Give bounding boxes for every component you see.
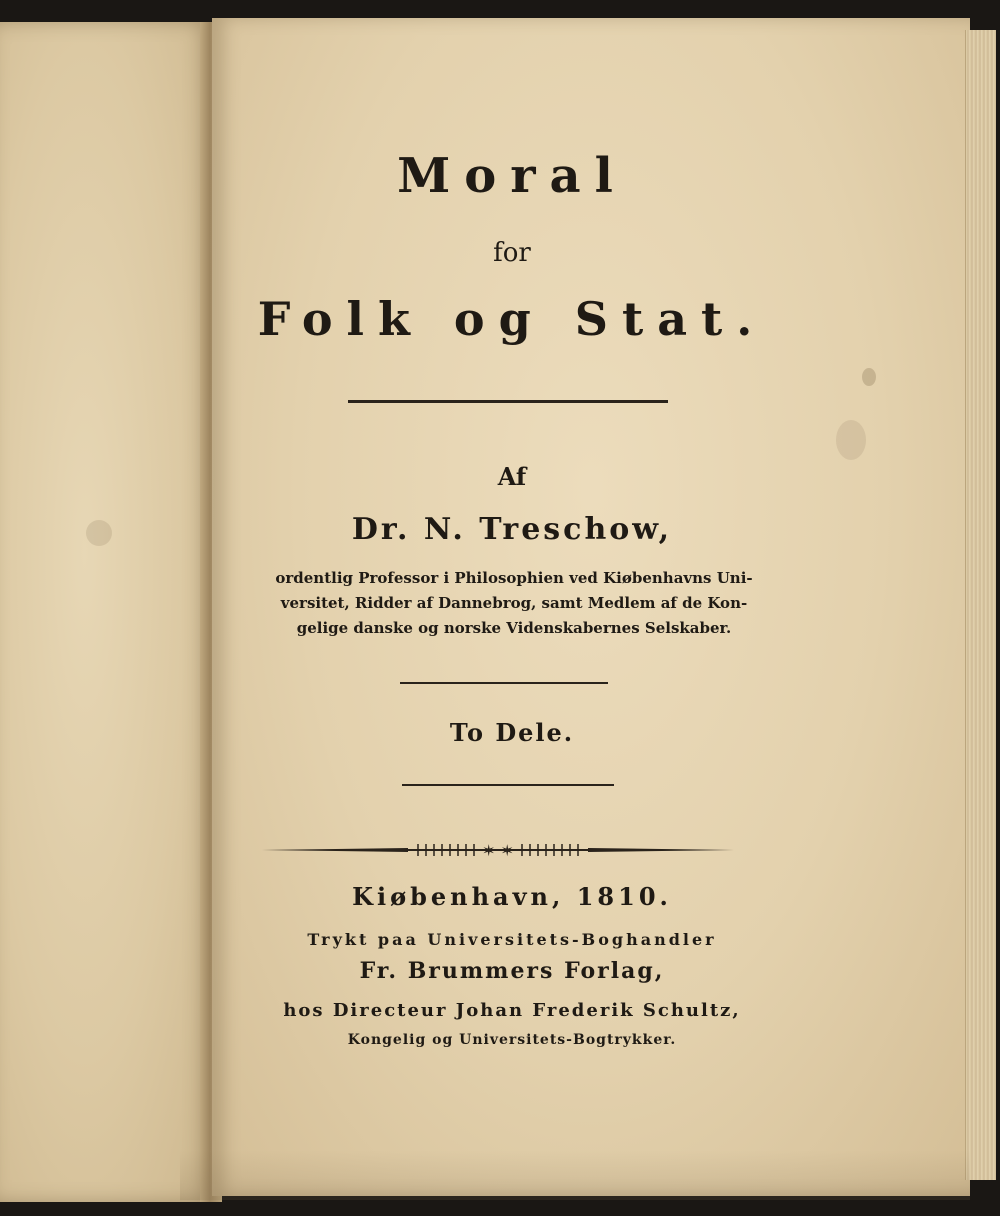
decorative-rule <box>400 682 608 684</box>
ornament-rule <box>258 838 738 862</box>
printer-title: Kongelig og Universitets-Bogtrykker. <box>347 1032 677 1048</box>
title-page-content <box>212 0 970 1216</box>
decorative-rule <box>348 400 668 403</box>
description-line: versitet, Ridder af Dannebrog, samt Medlem af de Kon- <box>280 594 748 612</box>
place-and-year: Kiøbenhavn, 1810. <box>352 882 672 911</box>
book-title: Moral <box>397 148 627 204</box>
book-subtitle: Folk og Stat. <box>257 292 767 346</box>
imprint-line: Trykt paa Universitets-Boghandler <box>307 930 717 949</box>
printer-name: hos Directeur Johan Frederik Schultz, <box>283 1000 741 1021</box>
description-line: gelige danske og norske Videnskabernes Selskaber. <box>296 619 732 637</box>
author-name: Dr. N. Treschow, <box>351 512 673 547</box>
decorative-rule <box>402 784 614 786</box>
by-label: Af <box>497 462 527 491</box>
description-line: ordentlig Professor i Philosophien ved Kiøbenhavns Uni- <box>275 569 753 587</box>
left-page <box>0 22 212 1202</box>
publisher-name: Fr. Brummers Forlag, <box>359 958 665 984</box>
author-description <box>264 566 764 641</box>
title-connector: for <box>493 238 531 268</box>
svg-text:✶ ✶: ✶ ✶ <box>482 841 514 860</box>
volume-parts: To Dele. <box>449 718 575 747</box>
foxing-spot <box>86 520 112 546</box>
